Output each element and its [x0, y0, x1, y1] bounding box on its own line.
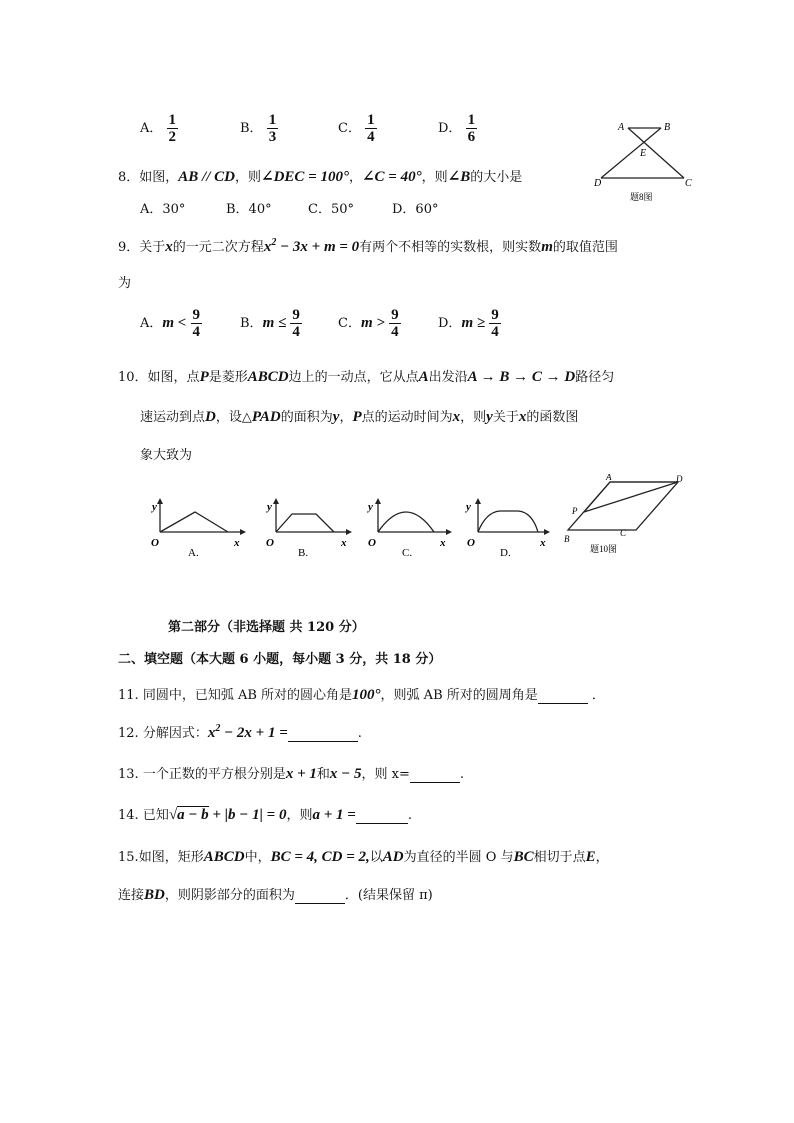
q8-figure: [592, 116, 704, 206]
q15-line2: [118, 884, 433, 904]
q10-figure-caption: 题10图: [590, 544, 618, 554]
q10-text-4: 出发沿: [428, 370, 468, 385]
q9-option-d: [438, 307, 501, 340]
q12-number: 12.: [118, 726, 139, 741]
q15-text-1: 如图，矩形: [138, 850, 204, 865]
q9-text-2: 的一元二次方程: [172, 240, 264, 255]
q14-number: 14.: [118, 808, 139, 823]
q9-option-c: [338, 307, 401, 340]
q7-option-d-fraction: $\frac{1}{6}$: [467, 112, 476, 145]
q11-math-1: 100°: [352, 687, 381, 703]
q13: [118, 763, 464, 783]
q14-text-2: ，则: [286, 808, 313, 823]
q10-graph-d-caption: D.: [500, 547, 511, 559]
q10-math-3: A: [418, 369, 429, 385]
q8-text-5: 的大小是: [470, 170, 523, 185]
q9-option-b-letter: B．: [240, 316, 263, 331]
q9-option-d-fraction: $\frac{9}{4}$: [491, 307, 499, 340]
q15-text-3: 以: [369, 850, 383, 865]
q10-text-8: 的面积为: [280, 410, 333, 425]
q10-text-6: 速运动到点: [140, 410, 206, 425]
q13-text-3: ，则 x=: [361, 767, 410, 782]
q12-text-1: 分解因式：: [142, 726, 208, 741]
part2-heading: 第二部分（非选择题 共 120 分）: [168, 620, 365, 635]
q11-end: ．: [591, 688, 605, 703]
q8-text-1: 如图，: [139, 170, 179, 185]
q10-graph-c-caption: C.: [402, 547, 413, 559]
q14-sqrt-radicand: a − b: [177, 807, 209, 823]
q15-math-3: AD: [382, 849, 404, 865]
q14-text-1: 已知: [142, 808, 169, 823]
q13-number: 13.: [118, 767, 139, 782]
q9-stem: [118, 236, 618, 256]
q10-graph-d-x-label: x: [540, 537, 546, 549]
q9-option-b-expr: m ≤: [262, 315, 287, 331]
q10-graph-d-origin: O: [467, 537, 475, 549]
q10-figure-label-a: A: [606, 474, 612, 482]
q10-graph-c: [366, 498, 452, 559]
q9-text-3: 有两个不相等的实数根，则实数: [359, 240, 542, 255]
q8-option-a: A．30°: [140, 202, 186, 217]
q9-option-a: [140, 307, 202, 340]
q8-text-2: ，则: [234, 170, 261, 185]
q8-math-4: ∠B: [447, 169, 471, 185]
q10-graph-b-x-label: x: [341, 537, 347, 549]
q10-graph-a-x-label: x: [234, 537, 240, 549]
q10-graph-d-y-label: y: [466, 501, 471, 513]
q10-math-2: ABCD: [247, 369, 289, 385]
q14-end: .: [407, 808, 412, 823]
q15-text-2: 中，: [244, 850, 271, 865]
section-heading: 二、填空题（本大题 6 小题，每小题 3 分，共 18 分）: [118, 652, 442, 667]
q9-text-4: 的取值范围: [552, 240, 618, 255]
q15-line1: [118, 846, 609, 866]
q9-option-b-fraction: $\frac{9}{4}$: [292, 307, 300, 340]
q8-label-d: D: [594, 178, 602, 189]
q7-option-a-fraction: $\frac{1}{2}$: [168, 112, 177, 145]
q8-math-2: ∠DEC = 100°: [261, 169, 349, 185]
q8-number: 8．: [118, 170, 140, 185]
q10-graph-b: [265, 498, 352, 559]
q12: [118, 722, 362, 742]
q15-text-6: ，: [595, 850, 609, 865]
q15-number: 15.: [118, 850, 139, 865]
q8-figure-caption: 题8图: [630, 192, 653, 202]
q10-stem-line3: 象大致为: [140, 448, 193, 463]
q9-number: 9．: [118, 240, 140, 255]
q7-option-b-fraction: $\frac{1}{3}$: [268, 112, 277, 145]
q8-math-1: AB // CD: [178, 169, 235, 185]
q10-text-13: 的函数图: [526, 410, 579, 425]
q11: [118, 684, 605, 704]
q7-option-d-letter: D．: [438, 121, 462, 136]
q8-option-d: D．60°: [392, 202, 439, 217]
q9-option-a-expr: m <: [162, 315, 187, 331]
q9-option-d-expr: m ≥: [461, 315, 486, 331]
q9-math-3: m: [541, 239, 553, 255]
q9-math-2a: x: [263, 239, 272, 255]
q13-math-1: x + 1: [285, 766, 317, 782]
q12-answer-blank[interactable]: [288, 726, 358, 742]
q9-option-b: [240, 307, 302, 340]
q10-text-12: 关于: [492, 410, 519, 425]
q13-math-2: x − 5: [329, 766, 362, 782]
q9-option-c-expr: m >: [360, 315, 385, 331]
q15-answer-blank[interactable]: [295, 888, 345, 904]
q10-text-7: ，设△: [215, 410, 252, 425]
q14: [118, 804, 412, 824]
q10-graph-a-caption: A.: [188, 547, 199, 559]
q9-exponent: 2: [271, 237, 277, 248]
q9-text-1: 关于: [139, 240, 166, 255]
q10-math-10: x: [452, 409, 461, 425]
q15-text-7: 连接: [118, 888, 145, 903]
q8-option-c: C．50°: [308, 202, 354, 217]
q10-text-5: 路径匀: [575, 370, 615, 385]
q10-number: 10．: [118, 370, 148, 385]
q15-math-1: ABCD: [203, 849, 245, 865]
q10-text-11: ，则: [460, 410, 487, 425]
q10-text-3: 边上的一动点，它从点: [288, 370, 419, 385]
q10-math-6: D: [205, 409, 216, 425]
q7-option-a-letter: A．: [140, 121, 163, 136]
q8-text-4: ，则: [421, 170, 448, 185]
q10-graph-c-y-label: y: [368, 501, 373, 513]
q9-stem-line2: 为: [118, 276, 132, 291]
q12-exponent: 2: [215, 723, 221, 734]
q9-option-a-fraction: $\frac{9}{4}$: [192, 307, 200, 340]
q10-graph-c-origin: O: [368, 537, 376, 549]
q9-option-d-letter: D．: [438, 316, 462, 331]
q14-math-2: a + 1 =: [312, 807, 356, 823]
q13-end: .: [459, 767, 465, 782]
q10-rhombus-figure: [564, 474, 683, 554]
q10-text-2: 是菱形: [208, 370, 248, 385]
q7-option-c: [338, 112, 377, 145]
q7-option-b: [240, 112, 278, 145]
q15-text-8: ，则阴影部分的面积为: [164, 888, 295, 903]
q11-text-1: 同圆中，已知弧 AB 所对的圆心角是: [142, 688, 353, 703]
q7-option-a: [140, 112, 178, 145]
q14-answer-blank[interactable]: [356, 808, 408, 824]
q10-graph-b-origin: O: [266, 537, 274, 549]
q10-graph-b-caption: B.: [298, 547, 309, 559]
q10-math-8: y: [332, 409, 340, 425]
q10-graphs: [140, 474, 692, 568]
q8-math-3: ∠C = 40°: [361, 169, 422, 185]
q8-option-b: B．40°: [226, 202, 272, 217]
q15-text-4: 为直径的半圆 O 与: [403, 850, 514, 865]
q12-math-1b: − 2x + 1 =: [220, 725, 288, 741]
q15-math-2: BC = 4, CD = 2,: [270, 849, 370, 865]
q7-option-c-fraction: $\frac{1}{4}$: [367, 112, 375, 145]
q10-math-1: P: [199, 369, 209, 385]
q15-text-9: ．(结果保留 π): [344, 888, 433, 903]
q13-text-2: 和: [316, 767, 330, 782]
q8-label-e: E: [640, 148, 647, 159]
q10-math-4: A → B → C → D: [467, 369, 576, 385]
q13-text-1: 一个正数的平方根分别是: [142, 767, 286, 782]
q8-label-b: B: [664, 122, 671, 133]
q12-math-1a: x: [207, 725, 216, 741]
q10-stem-line2: [140, 406, 578, 426]
q14-math-1: + |b − 1| = 0: [208, 807, 287, 823]
q9-option-a-letter: A．: [140, 316, 163, 331]
q14-sqrt-sign: √: [168, 807, 178, 823]
q10-math-9: P: [352, 409, 362, 425]
q10-figure-label-c: C: [620, 528, 627, 538]
q13-answer-blank[interactable]: [410, 767, 460, 783]
q9-math-1: x: [165, 239, 173, 255]
q12-end: .: [357, 726, 362, 741]
q10-graph-d: [464, 498, 550, 559]
q9-option-c-letter: C．: [338, 316, 361, 331]
q7-option-b-letter: B．: [240, 121, 263, 136]
q10-figure-label-d: D: [676, 474, 683, 484]
q9-math-2b: − 3x + m = 0: [276, 239, 360, 255]
q10-math-11: y: [486, 409, 493, 425]
q10-text-1: 如图，点: [147, 370, 200, 385]
q10-figure-label-p: P: [572, 506, 578, 516]
q7-option-c-letter: C．: [338, 121, 361, 136]
q10-graph-c-x-label: x: [440, 537, 446, 549]
q9-option-c-fraction: $\frac{9}{4}$: [391, 307, 399, 340]
q8-label-c: C: [685, 178, 692, 189]
q11-number: 11.: [118, 688, 139, 703]
q7-option-d: [438, 112, 477, 145]
q15-math-7: BD: [144, 887, 165, 903]
q10-text-10: 点的运动时间为: [361, 410, 453, 425]
q10-math-7: PAD: [251, 409, 281, 425]
q8-text-3: ，: [348, 170, 362, 185]
q11-text-2: ，则弧 AB 所对的圆周角是: [380, 688, 538, 703]
q10-graph-a-origin: O: [151, 537, 159, 549]
q15-math-4: BC: [513, 849, 534, 865]
q10-figure-label-b: B: [564, 534, 570, 544]
q10-text-9: ，: [339, 410, 353, 425]
q10-graph-a: [150, 498, 246, 559]
q8-label-a: A: [618, 122, 625, 133]
q15-math-5: E: [585, 849, 596, 865]
q10-stem-line1: [118, 366, 614, 386]
q11-answer-blank[interactable]: [538, 688, 588, 704]
q15-text-5: 相切于点: [533, 850, 586, 865]
q10-graph-a-y-label: y: [152, 501, 157, 513]
q8-stem: [118, 166, 522, 186]
q10-math-12: x: [518, 409, 527, 425]
q10-graph-b-y-label: y: [267, 501, 272, 513]
